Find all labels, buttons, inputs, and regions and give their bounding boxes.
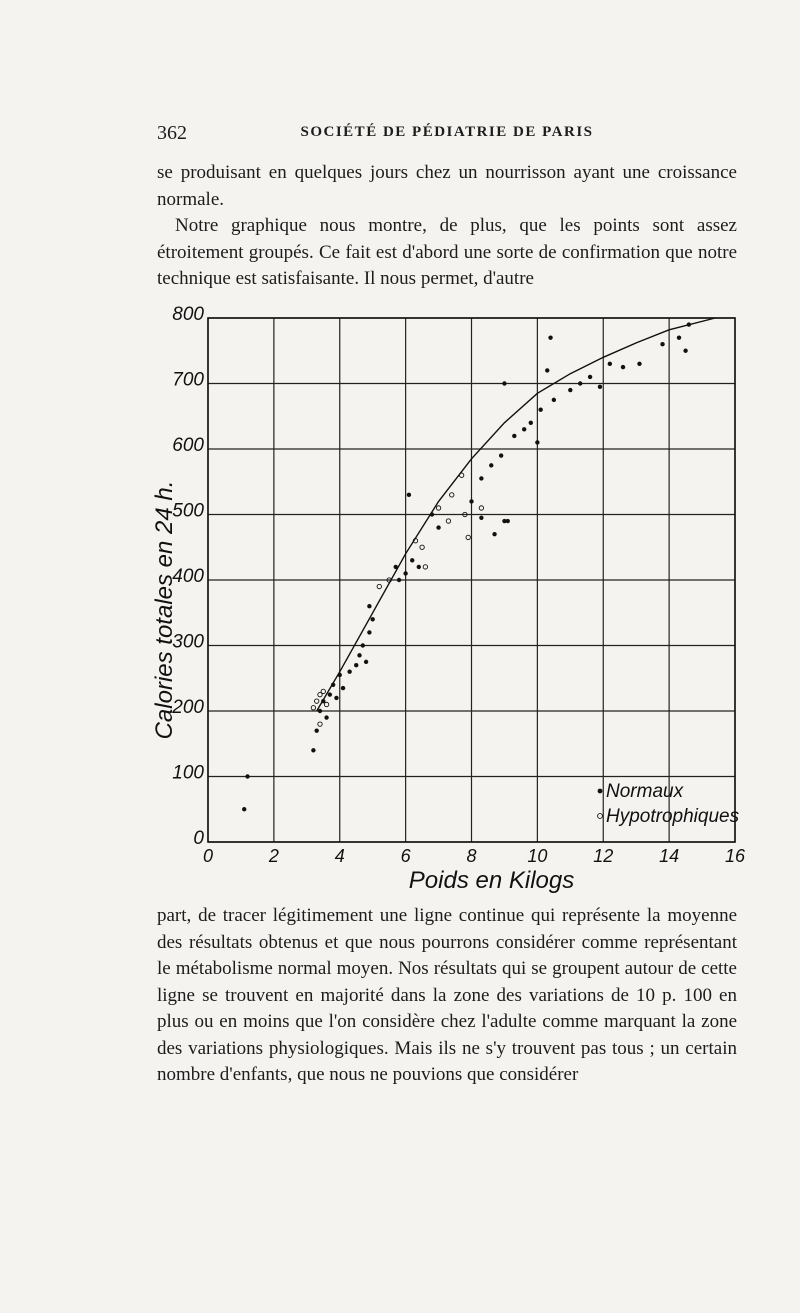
y-tick-label: 400 (172, 566, 204, 587)
data-point-normal (637, 362, 641, 366)
y-tick-label: 600 (172, 435, 204, 456)
data-point-normal (341, 686, 345, 690)
data-point-normal (535, 440, 539, 444)
legend-label: Normaux (606, 781, 684, 802)
data-point-normal (361, 643, 365, 647)
data-point-normal (410, 558, 414, 562)
running-title: SOCIÉTÉ DE PÉDIATRIE DE PARIS (300, 124, 594, 140)
data-point-normal (354, 663, 358, 667)
data-point-normal (469, 499, 473, 503)
data-point-normal (489, 463, 493, 467)
data-point-normal (331, 683, 335, 687)
data-point-hypotrophique (324, 702, 328, 706)
data-point-normal (357, 653, 361, 657)
data-point-normal (512, 434, 516, 438)
data-point-hypotrophique (318, 722, 322, 726)
page-header (157, 122, 737, 152)
x-tick-label: 0 (202, 846, 214, 866)
data-point-normal (568, 388, 572, 392)
data-point-normal (324, 715, 328, 719)
data-point-normal (492, 532, 496, 536)
y-tick-label: 200 (172, 697, 204, 718)
y-tick-label: 300 (172, 631, 204, 653)
legend-marker-open (598, 814, 603, 819)
data-point-normal (407, 493, 411, 497)
x-tick-label: 16 (724, 846, 746, 866)
data-point-hypotrophique (321, 689, 325, 693)
data-point-hypotrophique (446, 519, 450, 523)
data-point-normal (578, 381, 582, 385)
data-point-normal (242, 807, 246, 811)
data-point-normal (403, 571, 407, 575)
x-tick-label: 2 (268, 846, 279, 866)
data-point-normal (479, 476, 483, 480)
data-point-normal (588, 375, 592, 379)
data-point-normal (367, 604, 371, 608)
data-point-normal (311, 748, 315, 752)
paragraph-2: Notre graphique nous montre, de plus, que les points sont assez étroitement groupés. Ce fait est d'abord une sorte de confirmation que notre technique est satisfaisante. Il nous permet, d'autre (157, 215, 737, 289)
y-tick-label: 100 (172, 762, 204, 784)
data-point-hypotrophique (423, 565, 427, 569)
data-point-hypotrophique (377, 584, 381, 588)
x-tick-label: 14 (659, 846, 680, 866)
y-tick-label: 700 (172, 369, 204, 391)
data-point-normal (318, 709, 322, 713)
data-point-normal (334, 696, 338, 700)
data-point-normal (394, 565, 398, 569)
data-point-normal (621, 365, 625, 369)
data-point-normal (608, 362, 612, 366)
data-point-normal (538, 408, 542, 412)
data-point-normal (397, 578, 401, 582)
data-point-normal (548, 335, 552, 339)
data-point-hypotrophique (314, 699, 318, 703)
legend-label: Hypotrophiques (606, 806, 740, 827)
data-point-normal (660, 342, 664, 346)
x-axis-title: Poids en Kilogs (408, 867, 575, 894)
data-point-normal (522, 427, 526, 431)
y-tick-label: 0 (193, 828, 204, 849)
data-point-hypotrophique (459, 473, 463, 477)
data-point-normal (677, 335, 681, 339)
data-point-normal (545, 368, 549, 372)
data-point-normal (506, 519, 510, 523)
data-point-hypotrophique (466, 535, 470, 539)
data-point-normal (328, 692, 332, 696)
page-number: 362 (157, 122, 187, 144)
data-point-normal (552, 398, 556, 402)
data-point-normal (499, 453, 503, 457)
x-tick-label: 10 (527, 846, 548, 866)
data-point-normal (687, 322, 691, 326)
y-axis-title: Calories totales en 24 h. (151, 480, 178, 740)
x-tick-label: 12 (593, 846, 614, 866)
data-point-hypotrophique (311, 706, 315, 710)
data-point-normal (436, 525, 440, 529)
legend-marker-filled (598, 789, 603, 794)
scatter-chart (150, 300, 750, 900)
data-point-normal (364, 660, 368, 664)
data-point-normal (314, 728, 318, 732)
data-point-hypotrophique (479, 506, 483, 510)
data-point-normal (502, 381, 506, 385)
data-point-normal (347, 670, 351, 674)
paragraph-3: part, de tracer légitimement une ligne continue qui représente la moyenne des résultats obtenus et que nous pourrons considérer comme représentant le métabolisme normal moyen. Nos résultats qui se groupent autour de cette ligne se trouvent en majorité dans la zone des variations de 10 p. 100 en plus ou en moins que l'on considère chez l'adulte comme marquant la zone des variations physiologiques. Mais ils ne s'y trouvent pas tous ; un certain nombre d'enfants, que nous ne pouvions que considérer (157, 905, 737, 1085)
data-point-normal (479, 516, 483, 520)
data-point-normal (683, 349, 687, 353)
data-point-hypotrophique (450, 493, 454, 497)
data-point-normal (370, 617, 374, 621)
y-tick-label: 500 (172, 500, 204, 522)
data-point-normal (367, 630, 371, 634)
data-point-normal (245, 774, 249, 778)
data-point-hypotrophique (436, 506, 440, 510)
y-tick-label: 800 (172, 304, 204, 325)
data-point-hypotrophique (420, 545, 424, 549)
chart-figure (150, 300, 750, 900)
x-tick-label: 8 (466, 846, 477, 866)
x-tick-label: 6 (400, 846, 411, 866)
data-point-normal (417, 565, 421, 569)
data-point-normal (338, 673, 342, 677)
paragraph-1: se produisant en quelques jours chez un nourrisson ayant une croissance normale. (157, 162, 737, 210)
data-point-normal (430, 512, 434, 516)
data-point-normal (598, 385, 602, 389)
data-point-normal (529, 421, 533, 425)
x-tick-label: 4 (334, 846, 345, 866)
